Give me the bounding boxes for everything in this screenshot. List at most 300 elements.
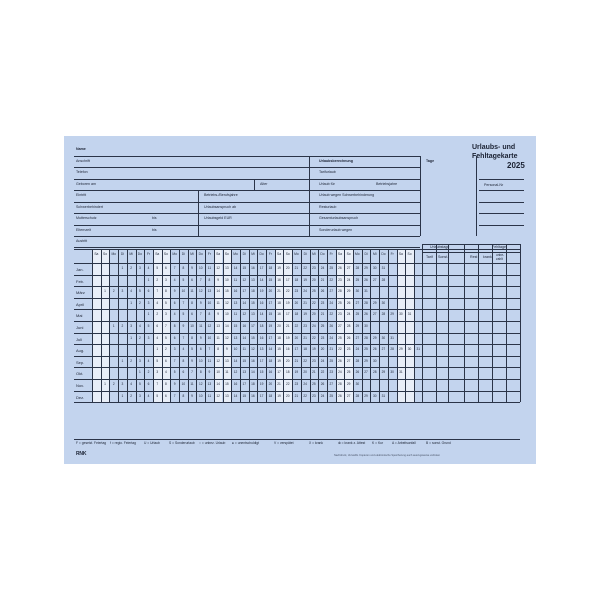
day-cell[interactable]: 12 xyxy=(198,289,203,294)
day-cell[interactable]: 30 xyxy=(355,382,360,386)
day-cell[interactable]: 2 xyxy=(147,370,150,375)
day-cell[interactable]: 14 xyxy=(259,312,264,317)
day-cell[interactable]: 6 xyxy=(191,277,193,282)
day-cell[interactable]: 28 xyxy=(338,289,342,294)
day-cell[interactable]: 18 xyxy=(303,347,307,352)
day-cell[interactable]: 31 xyxy=(381,266,386,270)
day-cell[interactable]: 1 xyxy=(112,324,115,328)
day-cell[interactable]: 11 xyxy=(225,370,229,375)
day-cell[interactable]: 22 xyxy=(303,393,307,398)
day-cell[interactable]: 30 xyxy=(399,312,403,317)
day-cell[interactable]: 21 xyxy=(303,335,307,340)
day-cell[interactable]: 27 xyxy=(346,266,351,270)
day-cell[interactable]: 30 xyxy=(407,347,412,352)
day-cell[interactable]: 14 xyxy=(233,266,238,270)
day-cell[interactable]: 10 xyxy=(198,358,203,363)
day-cell[interactable]: 17 xyxy=(285,312,290,317)
day-cell[interactable]: 9 xyxy=(217,312,220,317)
day-cell[interactable]: 21 xyxy=(285,324,290,328)
day-cell[interactable]: 12 xyxy=(225,300,229,305)
day-cell[interactable]: 23 xyxy=(338,277,342,282)
day-cell[interactable]: 26 xyxy=(329,324,333,328)
day-cell[interactable]: 1 xyxy=(156,347,159,352)
day-cell[interactable]: 15 xyxy=(251,300,255,305)
day-cell[interactable]: 25 xyxy=(364,347,368,352)
day-cell[interactable]: 1 xyxy=(121,393,124,398)
day-cell[interactable]: 7 xyxy=(199,312,202,317)
day-cell[interactable]: 19 xyxy=(277,266,281,270)
day-cell[interactable]: 29 xyxy=(355,324,360,328)
day-cell[interactable]: 9 xyxy=(217,277,220,282)
day-cell[interactable]: 8 xyxy=(191,300,193,305)
day-cell[interactable]: 30 xyxy=(381,335,386,340)
day-cell[interactable]: 10 xyxy=(198,393,203,398)
day-cell[interactable]: 10 xyxy=(181,289,186,294)
day-cell[interactable]: 12 xyxy=(216,358,220,363)
day-cell[interactable]: 15 xyxy=(277,347,281,352)
day-cell[interactable]: 25 xyxy=(329,266,333,270)
day-cell[interactable]: 9 xyxy=(191,266,193,270)
day-cell[interactable]: 28 xyxy=(364,300,368,305)
day-cell[interactable]: 20 xyxy=(285,266,290,270)
day-cell[interactable]: 2 xyxy=(112,382,115,386)
day-cell[interactable]: 27 xyxy=(381,347,386,352)
day-cell[interactable]: 20 xyxy=(303,370,307,375)
day-cell[interactable]: 25 xyxy=(320,324,325,328)
day-cell[interactable]: 12 xyxy=(242,312,246,317)
day-cell[interactable]: 7 xyxy=(182,335,185,340)
day-cell[interactable]: 17 xyxy=(242,289,246,294)
day-cell[interactable]: 17 xyxy=(259,358,264,363)
day-cell[interactable]: 2 xyxy=(121,324,124,328)
day-cell[interactable]: 23 xyxy=(329,370,333,375)
day-cell[interactable]: 23 xyxy=(312,266,316,270)
day-cell[interactable]: 24 xyxy=(303,289,307,294)
day-cell[interactable]: 7 xyxy=(191,370,193,375)
day-cell[interactable]: 3 xyxy=(156,370,159,375)
day-cell[interactable]: 22 xyxy=(312,300,316,305)
day-cell[interactable]: 25 xyxy=(355,312,360,317)
day-cell[interactable]: 18 xyxy=(268,393,273,398)
day-cell[interactable]: 22 xyxy=(338,347,342,352)
day-cell[interactable]: 5 xyxy=(182,312,185,317)
day-cell[interactable]: 11 xyxy=(216,335,220,340)
day-cell[interactable]: 12 xyxy=(225,335,229,340)
day-cell[interactable]: 11 xyxy=(216,300,220,305)
day-cell[interactable]: 28 xyxy=(355,358,360,363)
day-cell[interactable]: 8 xyxy=(165,382,167,386)
day-cell[interactable]: 6 xyxy=(147,289,150,294)
day-cell[interactable]: 27 xyxy=(329,289,333,294)
day-cell[interactable]: 27 xyxy=(329,382,333,386)
day-cell[interactable]: 2 xyxy=(130,266,133,270)
day-cell[interactable]: 22 xyxy=(303,266,307,270)
day-cell[interactable]: 14 xyxy=(216,382,220,386)
day-cell[interactable]: 12 xyxy=(198,382,203,386)
day-cell[interactable]: 24 xyxy=(320,358,325,363)
day-cell[interactable]: 23 xyxy=(303,324,307,328)
day-cell[interactable]: 27 xyxy=(338,324,342,328)
day-cell[interactable]: 28 xyxy=(381,277,386,282)
day-cell[interactable]: 16 xyxy=(268,370,273,375)
day-cell[interactable]: 15 xyxy=(242,358,246,363)
day-cell[interactable]: 25 xyxy=(312,382,316,386)
day-cell[interactable]: 17 xyxy=(277,370,281,375)
day-cell[interactable]: 31 xyxy=(407,312,412,317)
day-cell[interactable]: 9 xyxy=(199,300,202,305)
day-cell[interactable]: 19 xyxy=(259,289,264,294)
day-cell[interactable]: 28 xyxy=(372,370,377,375)
day-cell[interactable]: 12 xyxy=(216,393,220,398)
day-cell[interactable]: 30 xyxy=(372,266,377,270)
day-cell[interactable]: 8 xyxy=(199,370,202,375)
day-cell[interactable]: 6 xyxy=(165,393,167,398)
day-cell[interactable]: 13 xyxy=(251,312,255,317)
day-cell[interactable]: 18 xyxy=(251,382,255,386)
day-cell[interactable]: 3 xyxy=(121,289,124,294)
day-cell[interactable]: 11 xyxy=(199,324,203,328)
day-cell[interactable]: 2 xyxy=(165,347,167,352)
day-cell[interactable]: 16 xyxy=(251,358,255,363)
day-cell[interactable]: 30 xyxy=(381,300,386,305)
day-cell[interactable]: 5 xyxy=(191,347,193,352)
day-cell[interactable]: 27 xyxy=(355,300,360,305)
day-cell[interactable]: 27 xyxy=(346,393,351,398)
day-cell[interactable]: 4 xyxy=(130,289,133,294)
day-cell[interactable]: 14 xyxy=(242,300,246,305)
day-cell[interactable]: 10 xyxy=(198,266,203,270)
day-cell[interactable]: 9 xyxy=(173,382,176,386)
day-cell[interactable]: 26 xyxy=(355,370,360,375)
day-cell[interactable]: 25 xyxy=(312,289,316,294)
day-cell[interactable]: 4 xyxy=(182,347,185,352)
day-cell[interactable]: 26 xyxy=(338,358,342,363)
day-cell[interactable]: 16 xyxy=(259,300,264,305)
day-cell[interactable]: 5 xyxy=(165,335,167,340)
day-cell[interactable]: 30 xyxy=(372,393,377,398)
day-cell[interactable]: 27 xyxy=(372,312,377,317)
day-cell[interactable]: 6 xyxy=(147,382,150,386)
day-cell[interactable]: 15 xyxy=(268,277,273,282)
day-cell[interactable]: 19 xyxy=(312,347,316,352)
day-cell[interactable]: 22 xyxy=(320,370,325,375)
day-cell[interactable]: 2 xyxy=(130,393,133,398)
day-cell[interactable]: 3 xyxy=(165,277,167,282)
day-cell[interactable]: 26 xyxy=(364,277,368,282)
day-cell[interactable]: 14 xyxy=(251,370,255,375)
day-cell[interactable]: 13 xyxy=(207,382,212,386)
day-cell[interactable]: 20 xyxy=(268,289,273,294)
day-cell[interactable]: 16 xyxy=(285,347,290,352)
day-cell[interactable]: 10 xyxy=(190,324,194,328)
day-cell[interactable]: 17 xyxy=(268,335,273,340)
day-cell[interactable]: 5 xyxy=(156,358,159,363)
day-cell[interactable]: 14 xyxy=(233,358,238,363)
day-cell[interactable]: 19 xyxy=(303,277,307,282)
day-cell[interactable]: 2 xyxy=(156,312,159,317)
day-cell[interactable]: 13 xyxy=(216,324,220,328)
day-cell[interactable]: 20 xyxy=(285,393,290,398)
day-cell[interactable]: 5 xyxy=(138,382,141,386)
day-cell[interactable]: 28 xyxy=(355,393,360,398)
day-cell[interactable]: 3 xyxy=(138,266,141,270)
day-cell[interactable]: 31 xyxy=(390,335,394,340)
day-cell[interactable]: 30 xyxy=(364,324,368,328)
day-cell[interactable]: 24 xyxy=(338,370,342,375)
day-cell[interactable]: 18 xyxy=(251,289,255,294)
day-cell[interactable]: 3 xyxy=(165,312,167,317)
day-cell[interactable]: 29 xyxy=(364,393,368,398)
day-cell[interactable]: 20 xyxy=(320,347,325,352)
day-cell[interactable]: 26 xyxy=(338,266,342,270)
day-cell[interactable]: 7 xyxy=(173,393,176,398)
day-cell[interactable]: 12 xyxy=(207,324,212,328)
day-cell[interactable]: 2 xyxy=(112,289,115,294)
day-cell[interactable]: 16 xyxy=(233,289,238,294)
day-cell[interactable]: 28 xyxy=(364,335,368,340)
day-cell[interactable]: 19 xyxy=(285,300,290,305)
day-cell[interactable]: 24 xyxy=(329,335,333,340)
day-cell[interactable]: 15 xyxy=(225,382,229,386)
day-cell[interactable]: 9 xyxy=(182,324,185,328)
day-cell[interactable]: 3 xyxy=(138,393,141,398)
day-cell[interactable]: 27 xyxy=(346,358,351,363)
day-cell[interactable]: 9 xyxy=(225,347,228,352)
day-cell[interactable]: 19 xyxy=(294,370,299,375)
day-cell[interactable]: 21 xyxy=(294,393,299,398)
day-cell[interactable]: 17 xyxy=(242,382,246,386)
day-cell[interactable]: 1 xyxy=(104,289,106,294)
day-cell[interactable]: 1 xyxy=(138,370,141,375)
day-cell[interactable]: 21 xyxy=(312,370,316,375)
day-cell[interactable]: 16 xyxy=(277,277,281,282)
day-cell[interactable]: 5 xyxy=(147,324,150,328)
day-cell[interactable]: 7 xyxy=(156,382,159,386)
day-cell[interactable]: 6 xyxy=(165,266,167,270)
day-cell[interactable]: 4 xyxy=(165,370,167,375)
day-cell[interactable]: 29 xyxy=(381,370,386,375)
day-cell[interactable]: 20 xyxy=(268,382,273,386)
day-cell[interactable]: 23 xyxy=(312,393,316,398)
day-cell[interactable]: 10 xyxy=(233,347,238,352)
day-cell[interactable]: 17 xyxy=(259,393,264,398)
day-cell[interactable]: 8 xyxy=(165,289,167,294)
day-cell[interactable]: 24 xyxy=(320,266,325,270)
day-cell[interactable]: 24 xyxy=(303,382,307,386)
day-cell[interactable]: 19 xyxy=(268,324,273,328)
day-cell[interactable]: 20 xyxy=(294,335,299,340)
day-cell[interactable]: 6 xyxy=(173,300,176,305)
day-cell[interactable]: 28 xyxy=(355,266,360,270)
day-cell[interactable]: 15 xyxy=(242,393,246,398)
day-cell[interactable]: 10 xyxy=(207,335,212,340)
day-cell[interactable]: 25 xyxy=(329,393,333,398)
day-cell[interactable]: 4 xyxy=(173,312,176,317)
day-cell[interactable]: 24 xyxy=(329,300,333,305)
day-cell[interactable]: 29 xyxy=(390,312,394,317)
day-cell[interactable]: 1 xyxy=(121,266,124,270)
day-cell[interactable]: 3 xyxy=(147,335,150,340)
day-cell[interactable]: 17 xyxy=(259,266,264,270)
day-cell[interactable]: 8 xyxy=(217,347,220,352)
day-cell[interactable]: 4 xyxy=(147,393,150,398)
day-cell[interactable]: 21 xyxy=(294,358,299,363)
day-cell[interactable]: 17 xyxy=(285,277,290,282)
day-cell[interactable]: 18 xyxy=(294,312,299,317)
day-cell[interactable]: 6 xyxy=(182,370,185,375)
day-cell[interactable]: 8 xyxy=(182,358,185,363)
day-cell[interactable]: 16 xyxy=(277,312,281,317)
day-cell[interactable]: 23 xyxy=(294,289,299,294)
day-cell[interactable]: 20 xyxy=(312,277,316,282)
day-cell[interactable]: 14 xyxy=(242,335,246,340)
day-cell[interactable]: 6 xyxy=(156,324,159,328)
day-cell[interactable]: 8 xyxy=(182,266,185,270)
day-cell[interactable]: 4 xyxy=(173,277,176,282)
day-cell[interactable]: 23 xyxy=(346,347,351,352)
day-cell[interactable]: 19 xyxy=(277,358,281,363)
day-cell[interactable]: 12 xyxy=(251,347,255,352)
day-cell[interactable]: 24 xyxy=(320,393,325,398)
day-cell[interactable]: 11 xyxy=(207,266,212,270)
day-cell[interactable]: 3 xyxy=(138,358,141,363)
day-cell[interactable]: 4 xyxy=(130,382,133,386)
day-cell[interactable]: 29 xyxy=(399,347,403,352)
day-cell[interactable]: 16 xyxy=(259,335,264,340)
day-cell[interactable]: 9 xyxy=(199,335,202,340)
day-cell[interactable]: 10 xyxy=(207,300,212,305)
day-cell[interactable]: 21 xyxy=(277,289,281,294)
day-cell[interactable]: 16 xyxy=(251,266,255,270)
day-cell[interactable]: 9 xyxy=(191,393,193,398)
day-cell[interactable]: 23 xyxy=(294,382,299,386)
day-cell[interactable]: 20 xyxy=(294,300,299,305)
day-cell[interactable]: 7 xyxy=(199,277,202,282)
day-cell[interactable]: 1 xyxy=(147,277,150,282)
day-cell[interactable]: 1 xyxy=(130,300,133,305)
day-cell[interactable]: 29 xyxy=(364,266,368,270)
day-cell[interactable]: 30 xyxy=(372,358,377,363)
day-cell[interactable]: 18 xyxy=(259,324,264,328)
day-cell[interactable]: 7 xyxy=(173,266,176,270)
day-cell[interactable]: 22 xyxy=(303,358,307,363)
day-cell[interactable]: 7 xyxy=(208,347,211,352)
day-cell[interactable]: 1 xyxy=(121,358,124,363)
day-cell[interactable]: 15 xyxy=(225,289,229,294)
day-cell[interactable]: 26 xyxy=(372,347,377,352)
day-cell[interactable]: 29 xyxy=(372,335,377,340)
day-cell[interactable]: 16 xyxy=(233,382,238,386)
day-cell[interactable]: 11 xyxy=(190,382,194,386)
day-cell[interactable]: 14 xyxy=(216,289,220,294)
day-cell[interactable]: 22 xyxy=(294,324,299,328)
day-cell[interactable]: 2 xyxy=(156,277,159,282)
day-cell[interactable]: 26 xyxy=(346,335,351,340)
day-cell[interactable]: 8 xyxy=(208,277,211,282)
day-cell[interactable]: 5 xyxy=(138,289,141,294)
day-cell[interactable]: 18 xyxy=(294,277,299,282)
day-cell[interactable]: 10 xyxy=(181,382,186,386)
day-cell[interactable]: 4 xyxy=(147,266,150,270)
day-cell[interactable]: 29 xyxy=(346,289,351,294)
day-cell[interactable]: 21 xyxy=(277,382,281,386)
day-cell[interactable]: 11 xyxy=(242,347,246,352)
day-cell[interactable]: 27 xyxy=(364,370,368,375)
day-cell[interactable]: 17 xyxy=(268,300,273,305)
day-cell[interactable]: 10 xyxy=(216,370,220,375)
day-cell[interactable]: 5 xyxy=(156,266,159,270)
day-cell[interactable]: 19 xyxy=(277,393,281,398)
day-cell[interactable]: 23 xyxy=(312,358,316,363)
day-cell[interactable]: 23 xyxy=(338,312,342,317)
day-cell[interactable]: 18 xyxy=(277,300,281,305)
day-cell[interactable]: 23 xyxy=(320,300,325,305)
day-cell[interactable]: 28 xyxy=(346,324,351,328)
day-cell[interactable]: 31 xyxy=(416,347,420,352)
day-cell[interactable]: 18 xyxy=(268,266,273,270)
day-cell[interactable]: 18 xyxy=(285,370,290,375)
day-cell[interactable]: 1 xyxy=(130,335,133,340)
day-cell[interactable]: 11 xyxy=(233,312,238,317)
day-cell[interactable]: 15 xyxy=(242,266,246,270)
day-cell[interactable]: 13 xyxy=(259,347,264,352)
day-cell[interactable]: 9 xyxy=(173,289,176,294)
day-cell[interactable]: 28 xyxy=(381,312,386,317)
day-cell[interactable]: 6 xyxy=(199,347,202,352)
day-cell[interactable]: 5 xyxy=(182,277,185,282)
day-cell[interactable]: 15 xyxy=(233,324,238,328)
day-cell[interactable]: 21 xyxy=(329,347,333,352)
day-cell[interactable]: 1 xyxy=(147,312,150,317)
day-cell[interactable]: 24 xyxy=(346,312,351,317)
day-cell[interactable]: 13 xyxy=(225,393,229,398)
day-cell[interactable]: 26 xyxy=(320,382,325,386)
day-cell[interactable]: 13 xyxy=(233,300,238,305)
day-cell[interactable]: 11 xyxy=(207,393,212,398)
day-cell[interactable]: 3 xyxy=(147,300,150,305)
day-cell[interactable]: 8 xyxy=(208,312,211,317)
day-cell[interactable]: 5 xyxy=(156,393,159,398)
day-cell[interactable]: 13 xyxy=(207,289,212,294)
day-cell[interactable]: 22 xyxy=(329,312,333,317)
day-cell[interactable]: 22 xyxy=(285,289,290,294)
day-cell[interactable]: 13 xyxy=(233,335,238,340)
day-cell[interactable]: 24 xyxy=(355,347,360,352)
day-cell[interactable]: 7 xyxy=(156,289,159,294)
day-cell[interactable]: 13 xyxy=(225,358,229,363)
day-cell[interactable]: 11 xyxy=(233,277,238,282)
day-cell[interactable]: 29 xyxy=(346,382,351,386)
day-cell[interactable]: 2 xyxy=(138,335,141,340)
day-cell[interactable]: 16 xyxy=(242,324,246,328)
day-cell[interactable]: 25 xyxy=(355,277,360,282)
day-cell[interactable]: 7 xyxy=(182,300,185,305)
day-cell[interactable]: 12 xyxy=(242,277,246,282)
day-cell[interactable]: 8 xyxy=(182,393,185,398)
day-cell[interactable]: 19 xyxy=(285,335,290,340)
day-cell[interactable]: 13 xyxy=(242,370,246,375)
day-cell[interactable]: 3 xyxy=(173,347,176,352)
day-cell[interactable]: 15 xyxy=(251,335,255,340)
day-cell[interactable]: 14 xyxy=(233,393,238,398)
day-cell[interactable]: 9 xyxy=(191,358,193,363)
day-cell[interactable]: 22 xyxy=(285,382,290,386)
day-cell[interactable]: 17 xyxy=(294,347,299,352)
day-cell[interactable]: 2 xyxy=(138,300,141,305)
day-cell[interactable]: 3 xyxy=(121,382,124,386)
day-cell[interactable]: 27 xyxy=(355,335,360,340)
day-cell[interactable]: 6 xyxy=(173,335,176,340)
